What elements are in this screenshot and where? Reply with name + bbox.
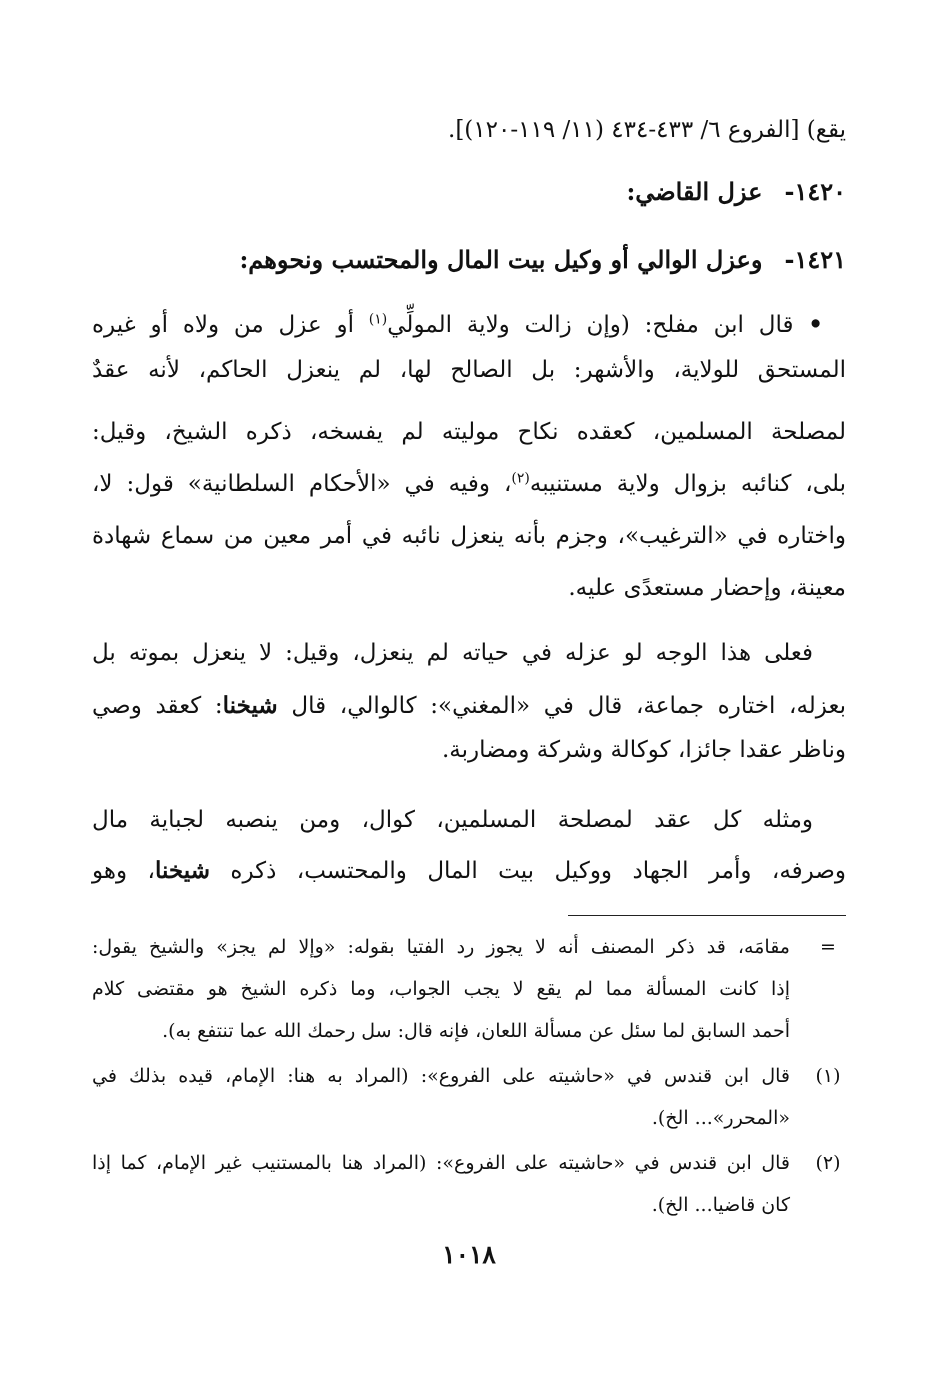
heading-title: عزل القاضي:	[626, 177, 763, 206]
footnote-ref-2: (٢)	[511, 470, 530, 487]
paragraph-2-line-1: فعلى هذا الوجه لو عزله في حياته لم ينعزل، وقيل: لا ينعزل بموته بل	[92, 640, 813, 666]
paragraph-3-line-1: ومثله كل عقد لمصلحة المسلمين، كوال، ومن ينصبه لجباية مال	[92, 807, 813, 833]
emphasis-sheikhuna: شيخنا	[154, 857, 210, 884]
paragraph-1-line-6: معينة، وإحضار مستعدًى عليه.	[568, 575, 846, 601]
paragraph-1-line-5: واختاره في «الترغيب»، وجزم بأنه ينعزل نائبه في أمر معين من سماع شهادة	[92, 523, 846, 549]
footnote-continued-mark: =	[820, 936, 836, 958]
footnote-continued-line-3: أحمد السابق لما سئل عن مسألة اللعان، فإنه قال: سل رحمك الله عما تنتفع به).	[162, 1020, 790, 1042]
paragraph-1-line-3: لمصلحة المسلمين، كعقده نكاح موليته لم يفسخه، ذكره الشيخ، وقيل:	[92, 419, 846, 445]
footnote-2-line-2: كان قاضيا... الخ).	[651, 1194, 790, 1216]
heading-number: ١٤٢٠-	[784, 177, 846, 206]
paragraph-1-line-1	[92, 305, 823, 345]
heading-title: وعزل الوالي أو وكيل بيت المال والمحتسب ونحوهم:	[239, 245, 763, 274]
footnote-ref-1: (١)	[368, 311, 388, 328]
text-segment: بلى، كنائبه بزوال ولاية مستنيبه	[529, 471, 846, 497]
footnote-1-line-1: قال ابن قندس في «حاشيته على الفروع»: (المراد به هنا: الإمام، قيده بذلك في	[92, 1065, 790, 1087]
footnote-2-marker: (٢)	[815, 1152, 841, 1174]
footnote-continued-line-1: مقامَه، قد ذكر المصنف أنه لا يجوز رد الفتيا بقوله: «وإلا لم يجز» والشيخ يقول:	[92, 936, 790, 958]
text-segment: ، وفيه في «الأحكام السلطانية» قول: لا،	[92, 471, 512, 497]
footnote-2-line-1: قال ابن قندس في «حاشيته على الفروع»: (المراد هنا بالمستنيب غير الإمام، كما إذا	[92, 1152, 790, 1174]
paragraph-1-line-2: المستحق للولاية، والأشهر: بل الصالح لها، لم ينعزل الحاكم، لأنه عقدٌ	[92, 357, 846, 383]
paragraph-3-line-2	[92, 851, 846, 891]
heading-1420	[92, 172, 846, 212]
paragraph-1-line-4	[92, 464, 846, 504]
emphasis-sheikhuna: شيخنا	[222, 692, 278, 719]
text-segment: وصرفه، وأمر الجهاد ووكيل بيت المال والمحتسب، ذكره	[230, 858, 846, 884]
footnote-1-line-2: «المحرر»... الخ).	[651, 1107, 790, 1129]
text-segment: قال ابن مفلح: (وإن زالت ولاية المولِّي	[387, 312, 794, 338]
footnote-continued-line-2: إذا كانت المسألة مما لم يقع لا يجب الجواب، وما ذكره الشيخ هو مقتضى كلام	[92, 978, 790, 1000]
text-segment: بعزله، اختاره جماعة، قال في «المغني»: كالوالي، قال	[291, 693, 846, 719]
paragraph-2-line-2	[92, 686, 846, 726]
heading-1421	[92, 240, 846, 280]
page-number: ١٠١٨	[442, 1240, 496, 1269]
text-line-1: يقع) [الفروع ٦/ ٤٣٣-٤٣٤ (١١/ ١١٩-١٢٠)].	[448, 117, 846, 143]
heading-number: ١٤٢١-	[784, 245, 846, 274]
bullet-icon: •	[808, 311, 823, 338]
text-segment: ، وهو	[92, 858, 155, 884]
text-segment: أو عزل من ولاه أو غيره	[92, 312, 354, 338]
footnote-separator	[568, 915, 846, 916]
footnote-1-marker: (١)	[815, 1065, 841, 1087]
text-segment: : كعقد وصي	[92, 693, 223, 719]
paragraph-2-line-3: وناظر عقدا جائزا، كوكالة وشركة ومضاربة.	[441, 737, 846, 763]
